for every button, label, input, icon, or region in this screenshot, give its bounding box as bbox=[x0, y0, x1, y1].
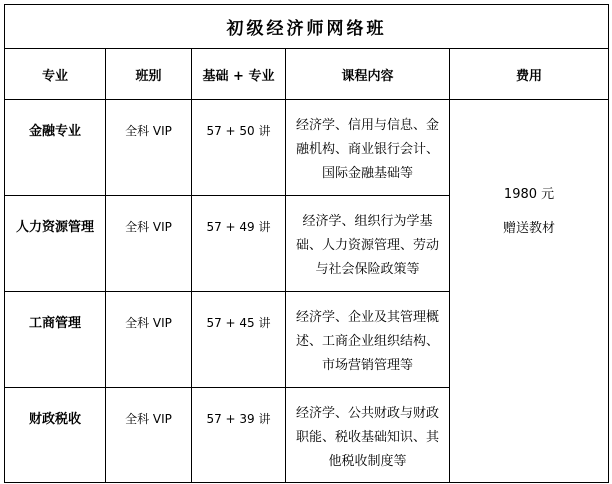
major-cell: 金融专业 bbox=[5, 100, 106, 196]
header-hours: 基础 + 专业 bbox=[192, 49, 286, 100]
header-row bbox=[5, 49, 609, 100]
table-row bbox=[5, 100, 609, 196]
header-content: 课程内容 bbox=[286, 49, 450, 100]
fee-bonus: 赠送教材 bbox=[503, 221, 556, 236]
content-cell: 经济学、公共财政与财政职能、税收基础知识、其他税收制度等 bbox=[286, 388, 450, 483]
hours-cell: 57 + 50 讲 bbox=[192, 100, 286, 196]
fee-price: 1980 元 bbox=[503, 187, 555, 202]
header-class: 班别 bbox=[106, 49, 192, 100]
major-cell: 人力资源管理 bbox=[5, 196, 106, 292]
content-cell: 经济学、组织行为学基础、人力资源管理、劳动与社会保险政策等 bbox=[286, 196, 450, 292]
major-cell: 财政税收 bbox=[5, 388, 106, 483]
hours-cell: 57 + 39 讲 bbox=[192, 388, 286, 483]
hours-cell: 57 + 49 讲 bbox=[192, 196, 286, 292]
course-table bbox=[4, 4, 609, 483]
content-cell: 经济学、企业及其管理概述、工商企业组织结构、市场营销管理等 bbox=[286, 292, 450, 388]
major-cell: 工商管理 bbox=[5, 292, 106, 388]
class-cell: 全科 VIP bbox=[106, 388, 192, 483]
hours-cell: 57 + 45 讲 bbox=[192, 292, 286, 388]
header-major: 专业 bbox=[5, 49, 106, 100]
table-title: 初级经济师网络班 bbox=[5, 5, 609, 49]
class-cell: 全科 VIP bbox=[106, 196, 192, 292]
fee-cell bbox=[450, 100, 609, 483]
class-cell: 全科 VIP bbox=[106, 292, 192, 388]
class-cell: 全科 VIP bbox=[106, 100, 192, 196]
header-fee: 费用 bbox=[450, 49, 609, 100]
content-cell: 经济学、信用与信息、金融机构、商业银行会计、国际金融基础等 bbox=[286, 100, 450, 196]
